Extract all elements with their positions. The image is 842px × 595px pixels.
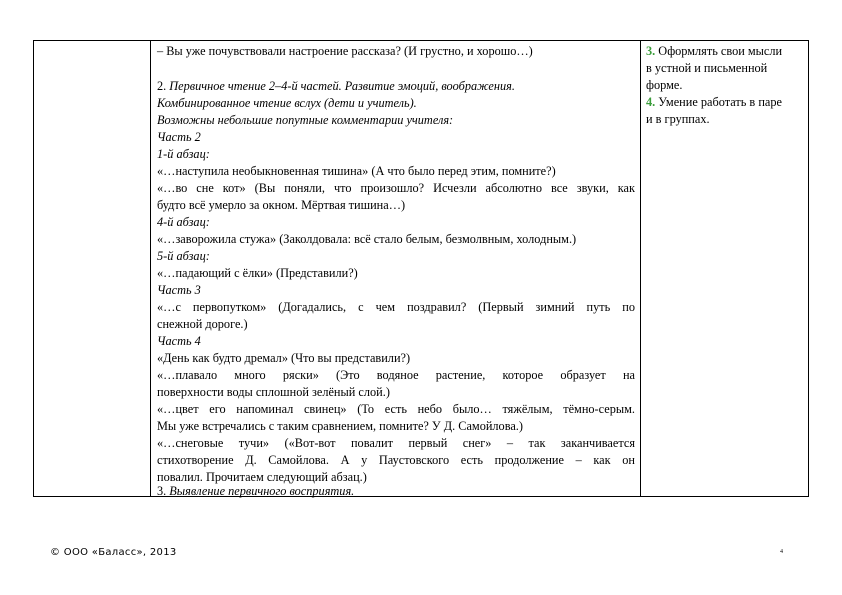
skill-text: Умение работать в паре: [655, 95, 782, 109]
text-line: – Вы уже почувствовали настроение рассказа? (И грустно, и хорошо…): [157, 44, 533, 58]
paragraph-heading: 1-й абзац:: [157, 147, 210, 161]
text-line: снежной дороге.): [157, 317, 248, 331]
text-line: повалил. Прочитаем следующий абзац.): [157, 470, 367, 484]
section-heading: [157, 79, 515, 93]
section-number: 3.: [157, 484, 170, 498]
text-line: «…заворожила стужа» (Заколдовала: всё стало белым, безмолвным, холодным.): [157, 232, 577, 246]
text-line: поверхности воды сплошной зелёный слой.): [157, 385, 390, 399]
skill-number: 4.: [646, 95, 656, 109]
table-column-content: [151, 41, 641, 496]
skill-item: [646, 44, 782, 58]
text-line: «День как будто дремал» (Что вы представили?): [157, 351, 411, 365]
section-title: Выявление первичного восприятия.: [169, 484, 355, 498]
section-number: 2.: [157, 79, 170, 93]
skill-item: [646, 95, 782, 109]
text-line: «…цвет его напоминал свинец» (То есть небо было… тяжёлым, тёмно-серым.: [157, 402, 635, 416]
section-heading: [157, 484, 354, 498]
text-line: «…снеговые тучи» («Вот-вот повалит первый снег» – так заканчивается: [157, 436, 635, 450]
table-column-stage: [34, 41, 151, 496]
skill-text: Оформлять свои мысли: [655, 44, 783, 58]
part-heading: Часть 2: [157, 130, 201, 144]
part-heading: Часть 4: [157, 334, 201, 348]
skill-text: в устной и письменной: [646, 61, 768, 75]
lesson-table: [33, 40, 809, 497]
table-column-skills: [641, 41, 808, 496]
paragraph-heading: 4-й абзац:: [157, 215, 210, 229]
part-heading: Часть 3: [157, 283, 201, 297]
text-line: Мы уже встречались с таким сравнением, помните? У Д. Самойлова.): [157, 419, 523, 433]
text-line: Возможны небольшие попутные комментарии учителя:: [157, 113, 454, 127]
text-line: «…падающий с ёлки» (Представили?): [157, 266, 358, 280]
text-line: стихотворение Д. Самойлова. А у Паустовского есть продолжение – как он: [157, 453, 635, 467]
text-line: «…во сне кот» (Вы поняли, что произошло? Исчезли абсолютно все звуки, как: [157, 181, 635, 195]
section-title: Первичное чтение 2–4-й частей. Развитие эмоций, воображения.: [169, 79, 515, 93]
text-line: «…плавало много ряски» (Это водяное растение, которое образует на: [157, 368, 635, 382]
skill-text: и в группах.: [646, 112, 710, 126]
text-line: «…наступила необыкновенная тишина» (А что было перед этим, помните?): [157, 164, 556, 178]
text-line: будто всё умерло за окном. Мёртвая тишина…): [157, 198, 406, 212]
page-number: 4: [780, 549, 783, 555]
skill-text: форме.: [646, 78, 683, 92]
text-line: Комбинированное чтение вслух (дети и учитель).: [157, 96, 417, 110]
text-line: «…с первопутком» (Догадались, с чем поздравил? (Первый зимний путь по: [157, 300, 635, 314]
paragraph-heading: 5-й абзац:: [157, 249, 210, 263]
footer-copyright: © ООО «Баласс», 2013: [50, 547, 177, 558]
skill-number: 3.: [646, 44, 656, 58]
